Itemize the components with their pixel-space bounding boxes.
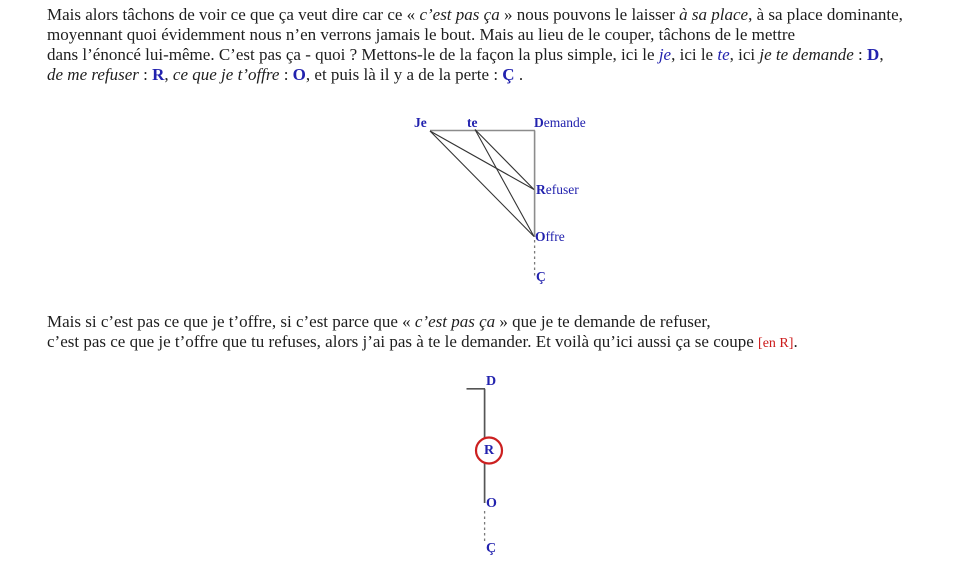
- paragraph-2-line-1: [47, 312, 798, 332]
- r-label: [484, 444, 494, 457]
- offre-label: [535, 230, 565, 243]
- text-segment: .: [514, 65, 524, 84]
- perte-label: [536, 270, 546, 283]
- text-segment: , ici le: [671, 45, 718, 64]
- o-letter: O: [486, 496, 497, 511]
- paragraph-1: [47, 5, 903, 85]
- refuser-rest: efuser: [545, 182, 579, 197]
- c-label: [486, 542, 496, 555]
- text-segment: » nous pouvons le laisser: [499, 5, 680, 24]
- text-segment: ,: [879, 45, 884, 64]
- text-segment: dans l’énoncé lui-même. C’est pas ça - quoi ? Mettons-le de la façon la plus simple, ici le: [47, 45, 659, 64]
- offre-initial: O: [535, 229, 546, 244]
- text-segment: te: [717, 45, 730, 64]
- diagram-demande-lines: [410, 112, 600, 292]
- text-segment: à sa place: [679, 5, 749, 24]
- d-label: [486, 375, 496, 388]
- text-segment: » que je te demande de refuser,: [495, 312, 711, 331]
- text-segment: Mais alors tâchons de voir ce que ça veut dire car ce «: [47, 5, 420, 24]
- paragraph-2-line-2: [47, 332, 798, 352]
- text-segment: , ici: [729, 45, 760, 64]
- te-refuser-line: [475, 130, 534, 190]
- text-segment: R: [152, 65, 165, 84]
- text-segment: de me refuser: [47, 65, 139, 84]
- text-segment: , et puis là il y a de la perte :: [305, 65, 503, 84]
- text-segment: , à sa place dominante,: [748, 5, 903, 24]
- text-segment: c’est pas ça: [414, 312, 496, 331]
- paragraph-2: [47, 312, 798, 352]
- text-segment: .: [793, 332, 798, 351]
- text-segment: je: [658, 45, 672, 64]
- refuser-initial: R: [536, 182, 546, 197]
- demande-rest: emande: [543, 115, 586, 130]
- text-segment: Ç: [502, 65, 515, 84]
- c-letter: Ç: [486, 541, 497, 556]
- text-segment: moyennant quoi évidemment nous n’en verrons jamais le bout. Mais au lieu de le couper, tâchons de le mettre: [47, 25, 796, 44]
- paragraph-1-line-1: [47, 5, 903, 25]
- d-letter: D: [486, 374, 497, 389]
- text-segment: [en R]: [758, 336, 794, 351]
- je-offre-line: [430, 131, 534, 237]
- paragraph-1-line-3: [47, 45, 903, 65]
- demande-initial: D: [534, 115, 544, 130]
- paragraph-1-line-4: [47, 65, 903, 85]
- r-letter: R: [484, 443, 495, 458]
- refuser-label: [536, 183, 579, 196]
- text-segment: je te demande: [759, 45, 854, 64]
- text-segment: Mais si c’est pas ce que je t’offre, si c’est parce que «: [47, 312, 415, 331]
- text-segment: c’est pas ça: [419, 5, 500, 24]
- demande-label: [534, 116, 586, 129]
- offre-rest: ffre: [545, 229, 565, 244]
- te-label: [467, 116, 478, 129]
- te-offre-line: [475, 130, 534, 237]
- paragraph-1-line-2: [47, 25, 903, 45]
- diagram-coupure-vertical: [455, 372, 525, 572]
- je-refuser-line: [430, 131, 534, 190]
- text-segment: c’est pas ce que je t’offre que tu refuses, alors j’ai pas à te le demander. Et voilà qu’ici aussi ça se coupe: [47, 332, 759, 351]
- perte-letter: Ç: [536, 269, 546, 284]
- text-segment: :: [138, 65, 153, 84]
- text-segment: ce que je t’offre: [172, 65, 280, 84]
- text-segment: ,: [164, 65, 173, 84]
- text-segment: O: [292, 65, 306, 84]
- je-label-text: Je: [414, 115, 427, 130]
- text-segment: :: [853, 45, 868, 64]
- te-label-text: te: [467, 115, 478, 130]
- o-label: [486, 497, 497, 510]
- je-label: [414, 116, 427, 129]
- text-segment: D: [867, 45, 880, 64]
- text-segment: :: [279, 65, 293, 84]
- diagram-demande-triangle: [410, 112, 600, 292]
